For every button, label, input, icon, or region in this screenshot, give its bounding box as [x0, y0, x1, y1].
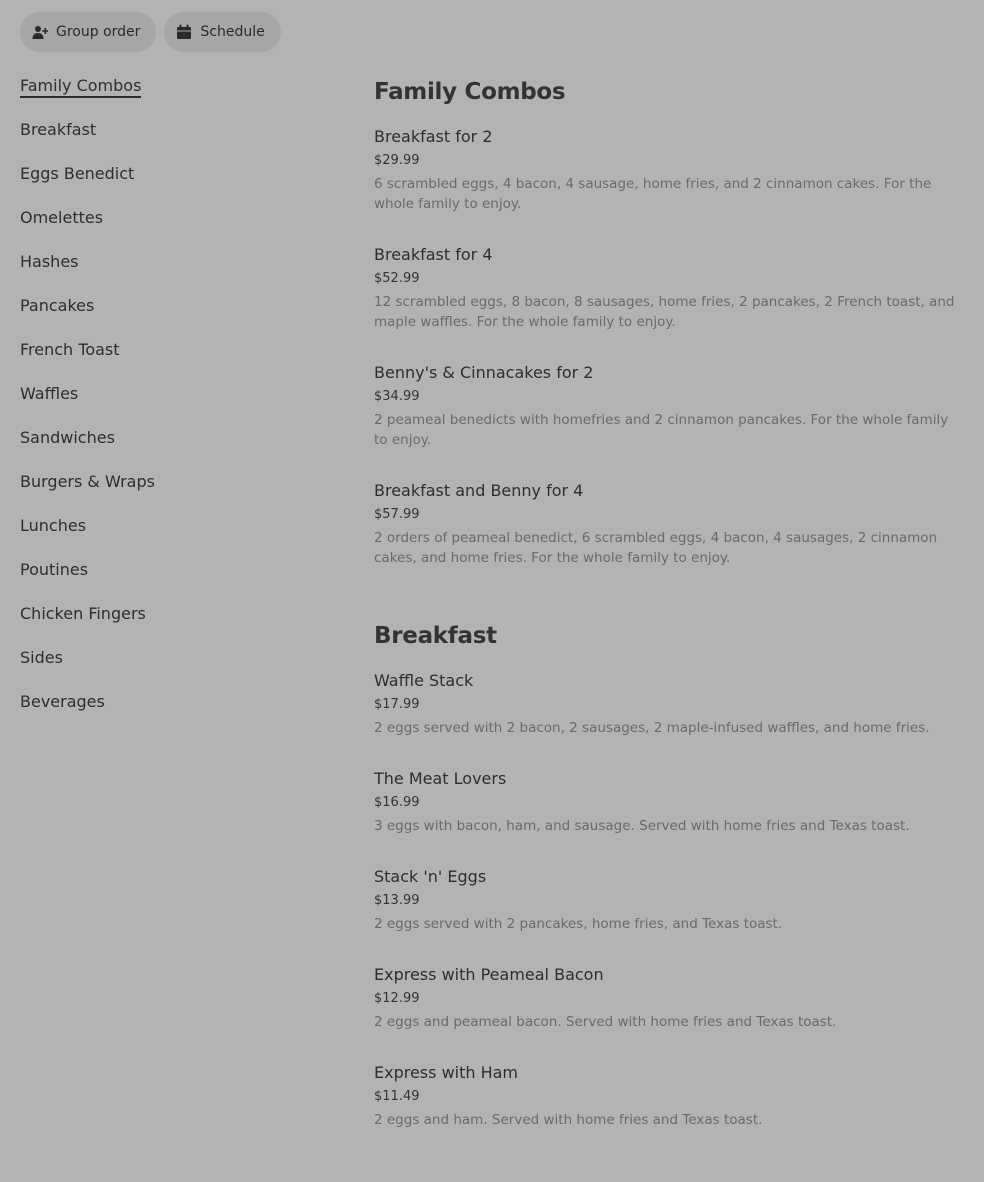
sidebar-item-lunches[interactable]: Lunches — [20, 516, 87, 535]
menu-item[interactable] — [374, 1062, 964, 1130]
item-name: Breakfast for 4 — [374, 245, 493, 264]
calendar-icon — [176, 24, 192, 40]
menu-section-breakfast — [374, 620, 964, 1130]
menu-item[interactable] — [374, 244, 964, 332]
person-add-icon — [32, 24, 48, 40]
item-name: Stack 'n' Eggs — [374, 867, 487, 886]
sidebar-item-burgers-wraps[interactable]: Burgers & Wraps — [20, 472, 155, 491]
item-price: $13.99 — [374, 893, 420, 908]
sidebar-item-sandwiches[interactable]: Sandwiches — [20, 428, 115, 447]
sidebar-item-family-combos[interactable]: Family Combos — [20, 72, 320, 116]
item-name: Benny's & Cinnacakes for 2 — [374, 363, 594, 382]
item-description: 2 orders of peameal benedict, 6 scrambled eggs, 4 bacon, 4 sausages, 2 cinnamon cakes, and home fries. For the whole family to enjoy. — [374, 530, 938, 566]
menu-item[interactable] — [374, 670, 964, 738]
item-name: Express with Peameal Bacon — [374, 965, 604, 984]
item-price: $16.99 — [374, 795, 420, 810]
item-description: 3 eggs with bacon, ham, and sausage. Served with home fries and Texas toast. — [374, 818, 910, 834]
item-name: Waffle Stack — [374, 671, 474, 690]
menu-item[interactable] — [374, 480, 964, 568]
schedule-label: Schedule — [200, 24, 265, 40]
category-sidebar — [20, 72, 320, 732]
item-description: 2 eggs and peameal bacon. Served with home fries and Texas toast. — [374, 1014, 837, 1030]
sidebar-item-hashes[interactable]: Hashes — [20, 252, 79, 271]
item-price: $12.99 — [374, 991, 420, 1006]
toolbar — [20, 12, 281, 52]
item-name: Breakfast and Benny for 4 — [374, 481, 584, 500]
sidebar-item-poutines[interactable]: Poutines — [20, 560, 89, 579]
group-order-button[interactable] — [20, 12, 156, 52]
item-price: $17.99 — [374, 697, 420, 712]
group-order-label: Group order — [56, 24, 141, 40]
menu-item[interactable] — [374, 964, 964, 1032]
item-price: $34.99 — [374, 389, 420, 404]
item-name: Express with Ham — [374, 1063, 519, 1082]
sidebar-item-french-toast[interactable]: French Toast — [20, 340, 120, 359]
sidebar-item-sides[interactable]: Sides — [20, 648, 63, 667]
schedule-button[interactable] — [164, 12, 280, 52]
section-title: Breakfast — [374, 623, 497, 649]
item-description: 12 scrambled eggs, 8 bacon, 8 sausages, home fries, 2 pancakes, 2 French toast, and maple waffles. For the whole family to enjoy. — [374, 294, 955, 330]
sidebar-item-omelettes[interactable]: Omelettes — [20, 208, 104, 227]
item-name: The Meat Lovers — [374, 769, 507, 788]
section-title: Family Combos — [374, 79, 566, 105]
sidebar-item-breakfast[interactable]: Breakfast — [20, 120, 97, 139]
menu-content — [374, 72, 964, 1182]
item-description: 2 eggs served with 2 bacon, 2 sausages, 2 maple-infused waffles, and home fries. — [374, 720, 930, 736]
item-price: $29.99 — [374, 153, 420, 168]
item-name: Breakfast for 2 — [374, 127, 493, 146]
sidebar-item-pancakes[interactable]: Pancakes — [20, 296, 95, 315]
sidebar-item-eggs-benedict[interactable]: Eggs Benedict — [20, 164, 135, 183]
sidebar-item-chicken-fingers[interactable]: Chicken Fingers — [20, 604, 146, 623]
item-description: 6 scrambled eggs, 4 bacon, 4 sausage, home fries, and 2 cinnamon cakes. For the whole family to enjoy. — [374, 176, 932, 212]
menu-section-family-combos — [374, 76, 964, 568]
menu-item[interactable] — [374, 362, 964, 450]
sidebar-item-beverages[interactable]: Beverages — [20, 692, 105, 711]
item-price: $57.99 — [374, 507, 420, 522]
item-description: 2 peameal benedicts with homefries and 2 cinnamon pancakes. For the whole family to enjoy. — [374, 412, 949, 448]
item-description: 2 eggs served with 2 pancakes, home fries, and Texas toast. — [374, 916, 783, 932]
menu-item[interactable] — [374, 866, 964, 934]
item-price: $52.99 — [374, 271, 420, 286]
menu-item[interactable] — [374, 768, 964, 836]
sidebar-item-waffles[interactable]: Waffles — [20, 384, 79, 403]
item-price: $11.49 — [374, 1089, 420, 1104]
item-description: 2 eggs and ham. Served with home fries and Texas toast. — [374, 1112, 763, 1128]
menu-item[interactable] — [374, 126, 964, 214]
